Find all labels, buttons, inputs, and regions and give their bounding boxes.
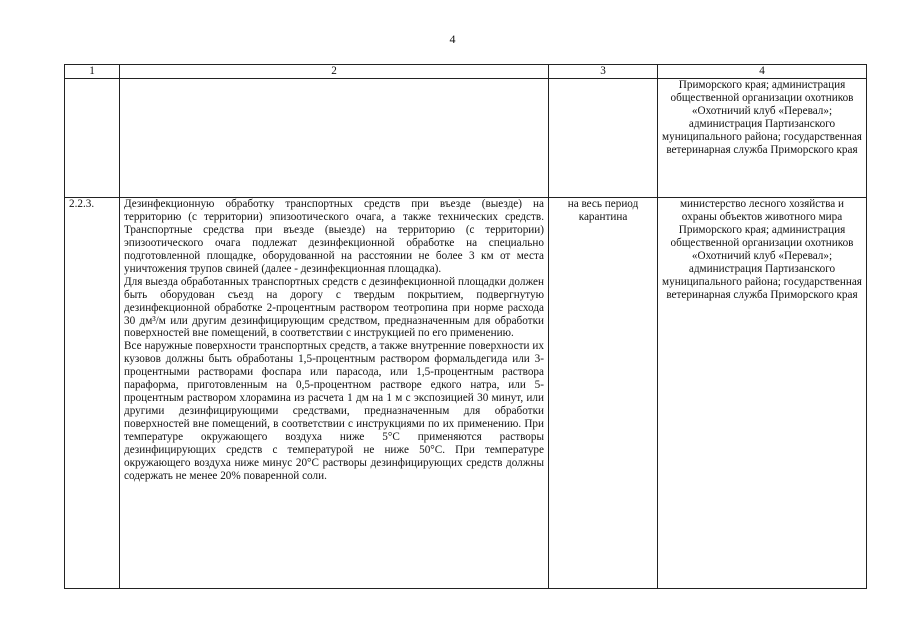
description-paragraph-3: Все наружные поверхности транспортных средств, а также внутренние поверхности их кузовов должны быть обработаны 1,5-процентным раствором формальдегида или 3-процентными растворами фоспара или парасода, или 1,5-процентным раствора параформа, приготовленным на 0,5-процентном растворе едкого натра, или 5-процентным раствором хлорамина из расчета 1 дм на 1 м с экспозицией 30 минут, или другими дезинфицирующими средствами, предназначенным для обработки поверхностей вне помещений, в соответствии с инструкциями по их применению. При температуре окружающего воздуха ниже 5°C применяются растворы дезинфицирующих средств с температурой не ниже 50°C. При температуре окружающего воздуха ниже минус 20°C растворы дезинфицирующих средств должны содержать не менее 20% поваренной соли. — [124, 340, 544, 482]
column-header-3: 3 — [549, 65, 658, 79]
column-header-1: 1 — [65, 65, 120, 79]
cell-responsible-continued: Приморского края; администрация общественной организации охотников «Охотничий клуб «Перевал»; администрация Партизанского муниципального района; государственная ветеринарная служба Приморского края — [658, 78, 867, 197]
cell-responsible: министерство лесного хозяйства и охраны объектов животного мира Приморского края; администрация общественной организации охотников «Охотничий клуб «Перевал»; администрация Партизанского муниципального района; государственная ветеринарная служба Приморского края — [658, 197, 867, 588]
column-header-2: 2 — [120, 65, 549, 79]
measures-table — [64, 64, 867, 589]
column-header-4: 4 — [658, 65, 867, 79]
page-number: 4 — [449, 32, 456, 46]
table-header-row — [65, 65, 867, 79]
cell-description — [120, 197, 549, 588]
cell-period: на весь период карантина — [549, 197, 658, 588]
cell-description-empty — [120, 78, 549, 197]
table-row-continuation — [65, 78, 867, 197]
cell-period-empty — [549, 78, 658, 197]
cell-number-empty — [65, 78, 120, 197]
description-paragraph-1: Дезинфекционную обработку транспортных средств при въезде (выезде) на территорию (с территории) эпизоотического очага, а также технических средств. Транспортные средства при въезде (выезде) на территорию (с территории) эпизоотического очага подлежат дезинфекционной обработке на специально подготовленной площадке, оборудованной на расстоянии не более 3 км от места уничтожения трупов свиней (далее - дезинфекционная площадка). — [124, 197, 544, 275]
cell-item-number: 2.2.3. — [65, 197, 120, 588]
description-paragraph-2: Для выезда обработанных транспортных средств с дезинфекционной площадки должен быть оборудован съезд на дорогу с твердым покрытием, подвергнутую дезинфекционной обработке 2-процентным раствором теотропина при норме расхода 30 дм³/м или другим дезинфицирующим средством, предназначенным для обработки поверхностей вне помещений, в соответствии с инструкцией по его применению. — [124, 275, 544, 340]
table-row-2-2-3 — [65, 197, 867, 588]
